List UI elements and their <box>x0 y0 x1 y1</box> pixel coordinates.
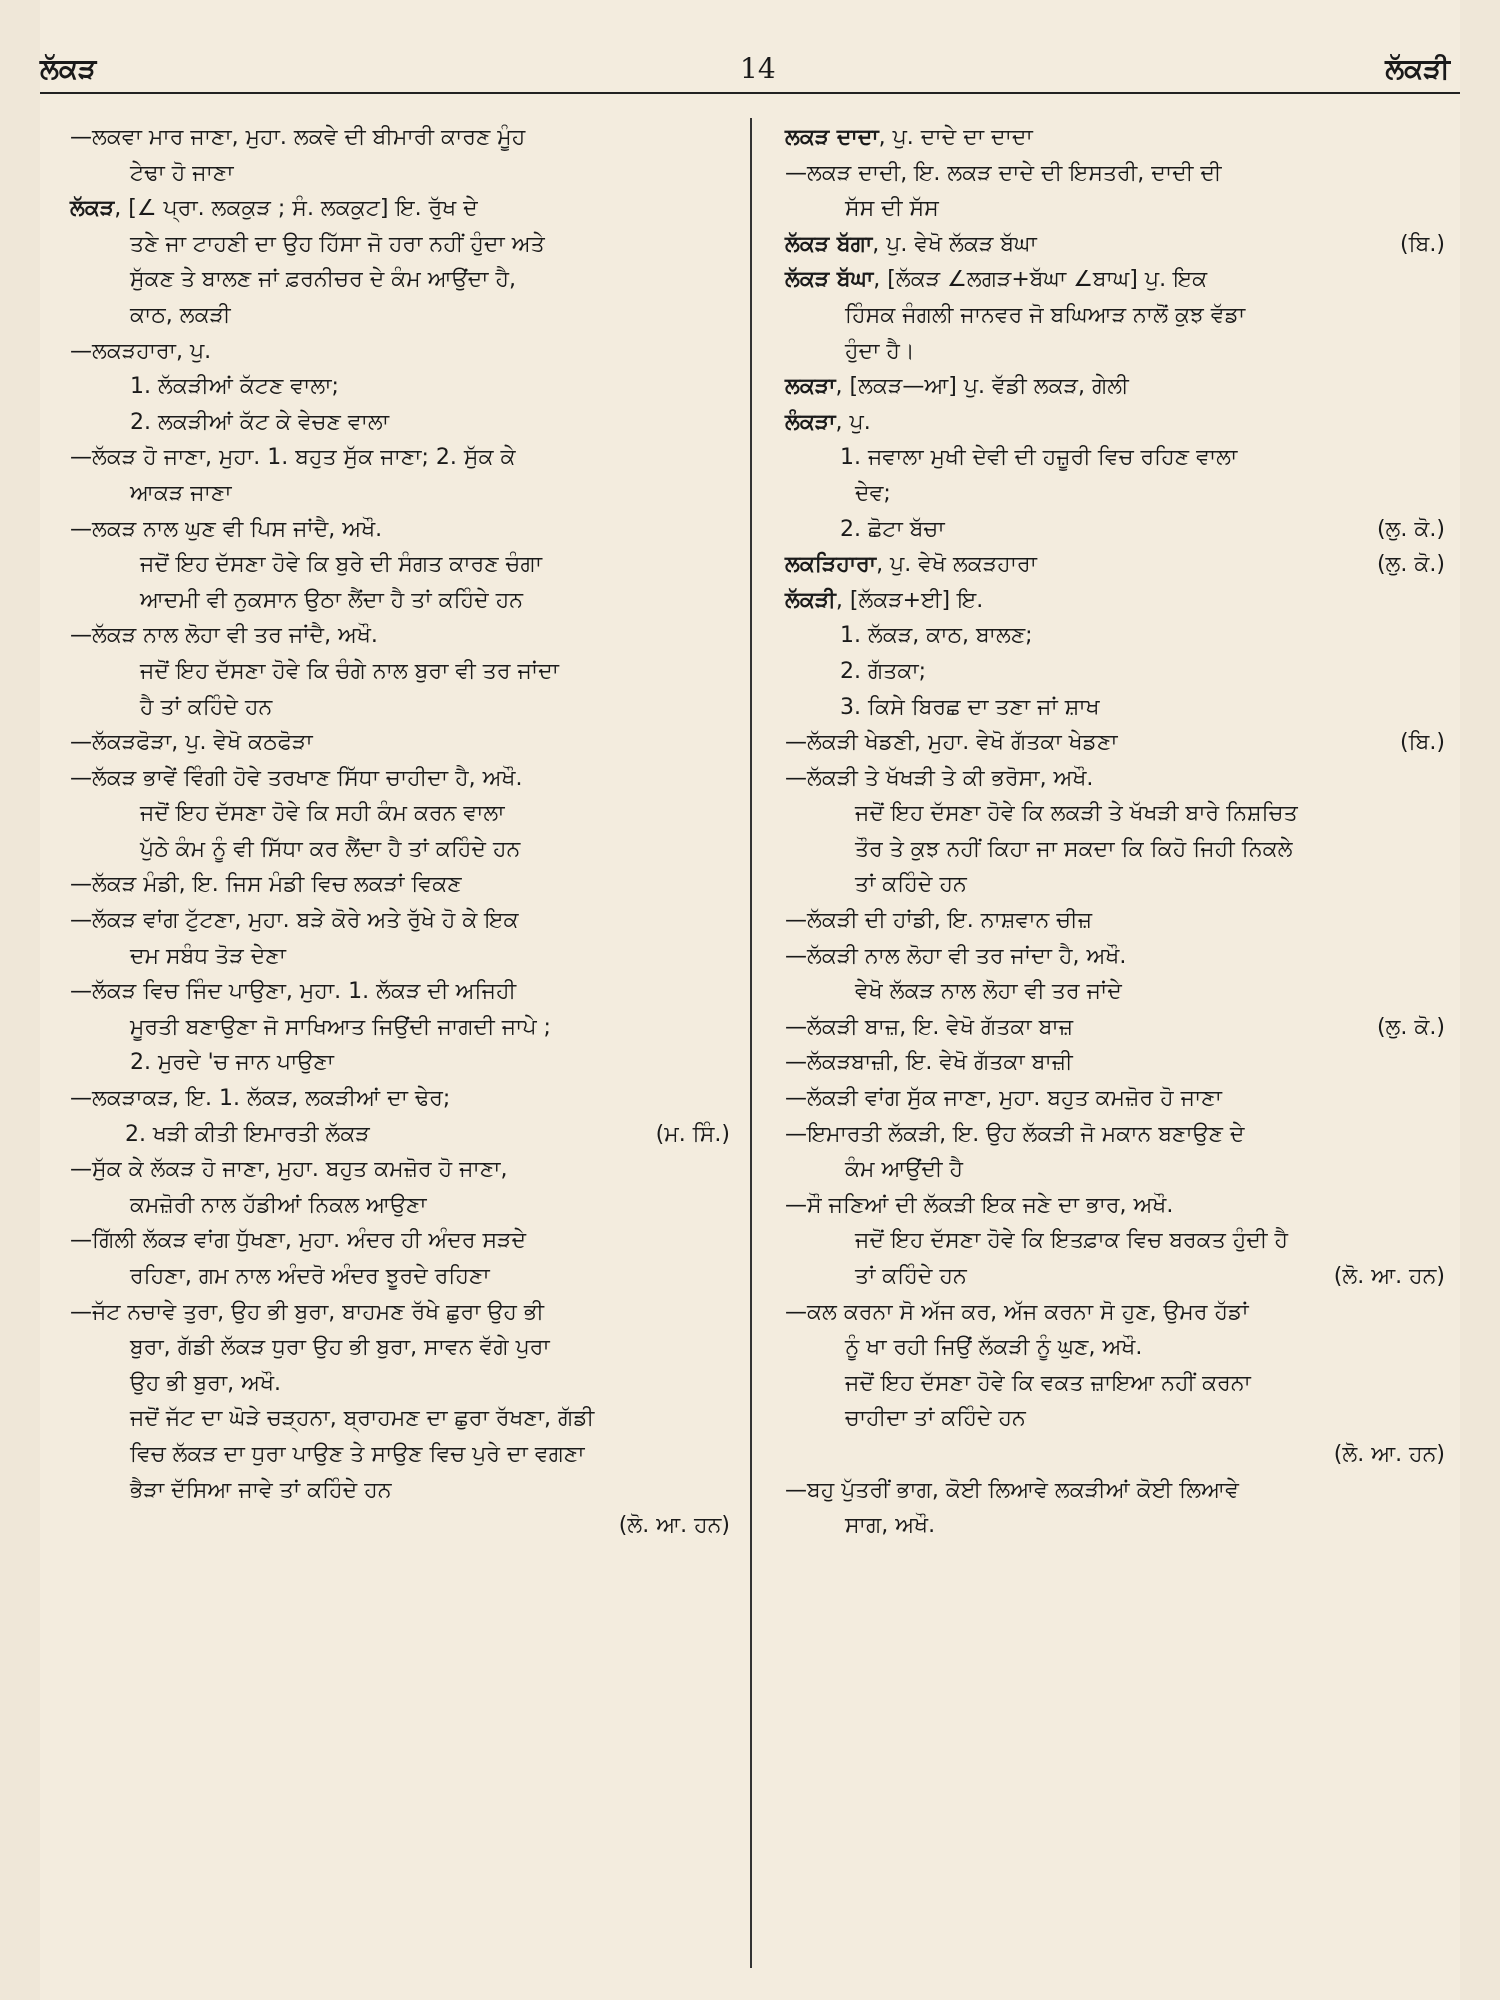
entry-line <box>785 1010 1445 1046</box>
entry-text: , [ਲੱਕੜ+ਈ] ਇ. <box>835 587 984 613</box>
entry-text: ਹੈ ਤਾਂ ਕਹਿੰਦੇ ਹਨ <box>140 694 273 720</box>
entry-line <box>785 476 1445 512</box>
entry-text: 2. ਖੜੀ ਕੀਤੀ ਇਮਾਰਤੀ ਲੱਕੜ <box>125 1121 370 1147</box>
left-column <box>70 120 730 1544</box>
header-rule <box>40 92 1460 94</box>
entry-text: , ਪੁ. ਵੇਖੋ ਲਕੜਹਾਰਾ <box>876 552 1037 578</box>
entry-text: —ਲੱਕੜ ਭਾਵੇਂ ਵਿੰਗੀ ਹੋਵੇ ਤਰਖਾਣ ਸਿੱਧਾ ਚਾਹੀਦਾ ਹੈ, ਅਖੌ. <box>70 765 523 791</box>
entry-line <box>785 618 1445 654</box>
entry-line <box>70 974 730 1010</box>
entry-text: —ਲੱਕੜਫੋੜਾ, ਪੁ. ਵੇਖੋ ਕਠਫੋੜਾ <box>70 730 313 756</box>
entry-line <box>785 1295 1445 1331</box>
entry-line <box>785 547 1445 583</box>
entry-text: ਮੂਰਤੀ ਬਣਾਉਣਾ ਜੋ ਸਾਖਿਆਤ ਜਿਉਂਦੀ ਜਾਗਦੀ ਜਾਪੇ ; <box>130 1014 551 1040</box>
entry-line <box>785 583 1445 619</box>
entry-line <box>70 191 730 227</box>
entry-line <box>70 1259 730 1295</box>
entry-line <box>785 796 1445 832</box>
entry-line <box>785 1366 1445 1402</box>
entry-line <box>70 1152 730 1188</box>
source-tag: (ਬਿ.) <box>1400 730 1445 756</box>
entry-text: —ਬਹੁ ਪੁੱਤਰੀਂ ਭਾਗ, ਕੋਈ ਲਿਆਵੇ ਲਕੜੀਆਂ ਕੋਈ ਲਿਆਵੇ <box>785 1477 1239 1503</box>
headword: ਲੱਕੜੀ <box>785 587 836 613</box>
entry-text: 1. ਲੱਕੜੀਆਂ ਕੱਟਣ ਵਾਲਾ; <box>130 374 339 400</box>
page-header <box>40 52 1460 92</box>
entry-line <box>70 156 730 192</box>
entry-line <box>785 1437 1445 1473</box>
entry-line <box>70 867 730 903</box>
entry-text: ਟੇਢਾ ਹੋ ਜਾਣਾ <box>130 160 234 186</box>
entry-text: ਸੱਸ ਦੀ ਸੱਸ <box>845 196 939 222</box>
source-tag: (ਲੋ. ਆ. ਹਨ) <box>1333 1264 1445 1289</box>
entry-text: —ਲੱਕੜੀ ਬਾਜ਼, ਇ. ਵੇਖੋ ਗੱਤਕਾ ਬਾਜ਼ <box>785 1014 1074 1040</box>
entry-line <box>70 618 730 654</box>
entry-line <box>70 1401 730 1437</box>
header-left-word: ਲੱਕੜ <box>40 52 97 85</box>
entry-text: ਤਣੇ ਜਾ ਟਾਹਣੀ ਦਾ ਉਹ ਹਿੱਸਾ ਜੋ ਹਰਾ ਨਹੀਂ ਹੁੰਦਾ ਅਤੇ <box>130 231 545 257</box>
entry-text: ਤਾਂ ਕਹਿੰਦੇ ਹਨ <box>855 1264 967 1289</box>
entry-text: —ਲਕੜਾਕੜ, ਇ. 1. ਲੱਕੜ, ਲਕੜੀਆਂ ਦਾ ਢੇਰ; <box>70 1086 451 1112</box>
entry-text: —ਕਲ ਕਰਨਾ ਸੋ ਅੱਜ ਕਰ, ਅੱਜ ਕਰਨਾ ਸੋ ਹੁਣ, ਉਮਰ ਹੱਡਾਂ <box>785 1299 1249 1325</box>
entry-line <box>70 1295 730 1331</box>
entry-text: 2. ਛੋਟਾ ਬੱਚਾ <box>840 516 945 542</box>
entry-text: ਆਕੜ ਜਾਣਾ <box>130 480 232 506</box>
entry-text: ਸੁੱਕਣ ਤੇ ਬਾਲਣ ਜਾਂ ਫ਼ਰਨੀਚਰ ਦੇ ਕੰਮ ਆਉਂਦਾ ਹੈ, <box>130 267 516 293</box>
entry-text: ਜਦੋਂ ਇਹ ਦੱਸਣਾ ਹੋਵੇ ਕਿ ਲਕੜੀ ਤੇ ਖੱਖੜੀ ਬਾਰੇ ਨਿਸ਼ਚਿਤ <box>855 801 1298 827</box>
entry-line <box>785 654 1445 690</box>
entry-line <box>70 725 730 761</box>
entry-line <box>70 796 730 832</box>
entry-line <box>785 974 1445 1010</box>
entry-line <box>70 1366 730 1402</box>
entry-text: ਹੁੰਦਾ ਹੈ। <box>845 338 915 364</box>
entry-line <box>70 405 730 441</box>
source-tag: (ਬਿ.) <box>1400 231 1445 257</box>
entry-line <box>70 440 730 476</box>
entry-line <box>785 1508 1445 1544</box>
entry-line <box>785 1473 1445 1509</box>
entry-text: ਨੂੰ ਖਾ ਰਹੀ ਜਿਉਂ ਲੱਕੜੀ ਨੂੰ ਘੁਣ, ਅਖੌ. <box>845 1335 1143 1361</box>
source-tag: (ਲੁ. ਕੋ.) <box>1376 516 1445 542</box>
headword: ਲਕੜਾ <box>785 374 836 400</box>
entry-text: —ਲੱਕੜੀ ਨਾਲ ਲੋਹਾ ਵੀ ਤਰ ਜਾਂਦਾ ਹੈ, ਅਖੌ. <box>785 943 1127 969</box>
entry-line <box>70 334 730 370</box>
entry-line <box>785 156 1445 192</box>
entry-text: —ਲੱਕੜੀ ਤੇ ਖੱਖੜੀ ਤੇ ਕੀ ਭਰੋਸਾ, ਅਖੌ. <box>785 765 1094 791</box>
entry-text: —ਲੱਕੜੀ ਵਾਂਗ ਸੁੱਕ ਜਾਣਾ, ਮੁਹਾ. ਬਹੁਤ ਕਮਜ਼ੋਰ ਹੋ ਜਾਣਾ <box>785 1086 1222 1112</box>
entry-line <box>70 690 730 726</box>
entry-line <box>785 939 1445 975</box>
entry-line <box>70 1117 730 1153</box>
entry-line <box>785 1152 1445 1188</box>
entry-line <box>785 1188 1445 1224</box>
entry-text: ਰਹਿਣਾ, ਗਮ ਨਾਲ ਅੰਦਰੋ ਅੰਦਰ ਝੂਰਦੇ ਰਹਿਣਾ <box>130 1264 490 1289</box>
entry-text: 1. ਜਵਾਲਾ ਮੁਖੀ ਦੇਵੀ ਦੀ ਹਜ਼ੂਰੀ ਵਿਚ ਰਹਿਣ ਵਾਲਾ <box>840 445 1238 471</box>
entry-text: 2. ਲਕੜੀਆਂ ਕੱਟ ਕੇ ਵੇਚਣ ਵਾਲਾ <box>130 409 390 435</box>
entry-line <box>785 1045 1445 1081</box>
entry-text: —ਸੁੱਕ ਕੇ ਲੱਕੜ ਹੋ ਜਾਣਾ, ਮੁਹਾ. ਬਹੁਤ ਕਮਜ਼ੋਰ ਹੋ ਜਾਣਾ, <box>70 1157 508 1183</box>
entry-text: ਕਾਠ, ਲਕੜੀ <box>130 302 231 328</box>
entry-line <box>70 547 730 583</box>
page-number: 14 <box>740 52 776 85</box>
entry-text: —ਸੌ ਜਣਿਆਂ ਦੀ ਲੱਕੜੀ ਇਕ ਜਣੇ ਦਾ ਭਾਰ, ਅਖੌ. <box>785 1192 1174 1218</box>
entry-line <box>785 334 1445 370</box>
entry-line <box>785 1259 1445 1295</box>
entry-text: ਬੁਰਾ, ਗੱਡੀ ਲੱਕੜ ਧੁਰਾ ਉਹ ਭੀ ਬੁਰਾ, ਸਾਵਨ ਵੱਗੇ ਪੁਰਾ <box>130 1335 550 1361</box>
header-right-word: ਲੱਕੜੀ <box>1385 52 1450 85</box>
entry-text: ਜਦੋਂ ਇਹ ਦੱਸਣਾ ਹੋਵੇ ਕਿ ਸਹੀ ਕੰਮ ਕਰਨ ਵਾਲਾ <box>140 801 505 827</box>
source-tag: (ਲੁ. ਕੋ.) <box>1376 1014 1445 1040</box>
entry-text: —ਲਕੜਹਾਰਾ, ਪੁ. <box>70 338 212 364</box>
entry-line <box>70 369 730 405</box>
entry-line <box>70 583 730 619</box>
entry-line <box>785 369 1445 405</box>
entry-text: —ਲੱਕੜ ਵਾਂਗ ਟੁੱਟਣਾ, ਮੁਹਾ. ਬੜੇ ਕੋਰੇ ਅਤੇ ਰੁੱਖੇ ਹੋ ਕੇ ਇਕ <box>70 908 519 934</box>
entry-line <box>70 1188 730 1224</box>
entry-text: , ਪੁ. <box>835 409 871 435</box>
entry-line <box>785 690 1445 726</box>
entry-text: —ਲੱਕੜ ਮੰਡੀ, ਇ. ਜਿਸ ਮੰਡੀ ਵਿਚ ਲਕੜਾਂ ਵਿਕਣ <box>70 872 462 898</box>
headword: ਲੱਕੜ ਬੱਗਾ <box>785 231 873 257</box>
entry-text: —ਗਿੱਲੀ ਲੱਕੜ ਵਾਂਗ ਧੁੱਖਣਾ, ਮੁਹਾ. ਅੰਦਰ ਹੀ ਅੰਦਰ ਸੜਦੇ <box>70 1228 527 1254</box>
entry-line <box>70 939 730 975</box>
headword: ਲਕੜ ਦਾਦਾ <box>785 125 879 150</box>
entry-text: ਉਹ ਭੀ ਬੁਰਾ, ਅਖੌ. <box>130 1370 282 1396</box>
entry-line <box>785 761 1445 797</box>
entry-line <box>70 1473 730 1509</box>
entry-text: ਜਦੋਂ ਇਹ ਦੱਸਣਾ ਹੋਵੇ ਕਿ ਬੁਰੇ ਦੀ ਸੰਗਤ ਕਾਰਣ ਚੰਗਾ <box>140 552 542 578</box>
source-tag: (ਲੁ. ਕੋ.) <box>1376 552 1445 578</box>
entry-text: —ਲੱਕੜੀ ਖੇਡਣੀ, ਮੁਹਾ. ਵੇਖੋ ਗੱਤਕਾ ਖੇਡਣਾ <box>785 730 1118 756</box>
entry-text: —ਲਕਵਾ ਮਾਰ ਜਾਣਾ, ਮੁਹਾ. ਲਕਵੇ ਦੀ ਬੀਮਾਰੀ ਕਾਰਣ ਮੂੰਹ <box>70 125 526 150</box>
entry-text: ਕਮਜ਼ੋਰੀ ਨਾਲ ਹੱਡੀਆਂ ਨਿਕਲ ਆਉਣਾ <box>130 1192 427 1218</box>
entry-text: ਜਦੋਂ ਇਹ ਦੱਸਣਾ ਹੋਵੇ ਕਿ ਵਕਤ ਜ਼ਾਇਆ ਨਹੀਂ ਕਰਨਾ <box>845 1370 1251 1396</box>
entry-line <box>70 298 730 334</box>
right-column <box>785 120 1445 1544</box>
entry-text: , [∠ ਪ੍ਰਾ. ਲਕਕੁੜ ; ਸੰ. ਲਕਕੁਟ] ਇ. ਰੁੱਖ ਦੇ <box>114 196 478 222</box>
entry-line <box>785 1117 1445 1153</box>
entry-line <box>70 1045 730 1081</box>
entry-line <box>70 903 730 939</box>
entry-line <box>785 867 1445 903</box>
entry-line <box>785 832 1445 868</box>
entry-text: , [ਲੱਕੜ ∠ਲਗੜ+ਬੱਘਾ ∠ਬਾਘ] ਪੁ. ਇਕ <box>873 267 1208 293</box>
entry-line <box>785 262 1445 298</box>
entry-line <box>70 120 730 156</box>
entry-text: 2. ਗੱਤਕਾ; <box>840 658 927 684</box>
entry-line <box>785 1401 1445 1437</box>
entry-text: 3. ਕਿਸੇ ਬਿਰਛ ਦਾ ਤਣਾ ਜਾਂ ਸ਼ਾਖ <box>840 694 1100 720</box>
entry-text: ਜਦੋਂ ਜੱਟ ਦਾ ਘੋੜੇ ਚੜ੍ਹਨਾ, ਬ੍ਰਾਹਮਣ ਦਾ ਛੁਰਾ ਰੱਖਣਾ, ਗੱਡੀ <box>130 1406 595 1432</box>
entry-line <box>785 120 1445 156</box>
entry-text: ਚਾਹੀਦਾ ਤਾਂ ਕਹਿੰਦੇ ਹਨ <box>845 1406 1026 1432</box>
entry-text: ਦਮ ਸਬੰਧ ਤੋੜ ਦੇਣਾ <box>130 943 286 969</box>
entry-line <box>785 1223 1445 1259</box>
column-divider <box>750 118 752 1968</box>
entry-line <box>785 440 1445 476</box>
headword: ਲੰਕੜਾ <box>785 409 836 435</box>
entry-text: ਸਾਗ, ਅਖੌ. <box>845 1513 936 1539</box>
entry-text: ਦੇਵ; <box>855 480 891 506</box>
headword: ਲੱਕੜ ਬੱਘਾ <box>785 267 874 293</box>
entry-text: —ਲਕੜ ਨਾਲ ਘੁਣ ਵੀ ਪਿਸ ਜਾਂਦੈ, ਅਖੌ. <box>70 516 383 542</box>
entry-line <box>785 227 1445 263</box>
entry-text: —ਲੱਕੜ ਨਾਲ ਲੋਹਾ ਵੀ ਤਰ ਜਾਂਦੈ, ਅਖੌ. <box>70 623 378 649</box>
entry-text: , ਪੁ. ਵੇਖੋ ਲੱਕੜ ਬੱਘਾ <box>872 231 1037 257</box>
entry-text: ਕੰਮ ਆਉਂਦੀ ਹੈ <box>845 1157 964 1183</box>
entry-line <box>785 1330 1445 1366</box>
entry-line <box>70 512 730 548</box>
entry-text: ਵੇਖੋ ਲੱਕੜ ਨਾਲ ਲੋਹਾ ਵੀ ਤਰ ਜਾਂਦੇ <box>855 979 1122 1005</box>
entry-text: ਵਿਚ ਲੱਕੜ ਦਾ ਧੁਰਾ ਪਾਉਣ ਤੇ ਸਾਉਣ ਵਿਚ ਪੁਰੇ ਦਾ ਵਗਣਾ <box>130 1441 585 1467</box>
entry-text: ਆਦਮੀ ਵੀ ਨੁਕਸਾਨ ਉਠਾ ਲੈਂਦਾ ਹੈ ਤਾਂ ਕਹਿੰਦੇ ਹਨ <box>140 587 523 613</box>
entry-line <box>785 512 1445 548</box>
entry-text: ਭੈੜਾ ਦੱਸਿਆ ਜਾਵੇ ਤਾਂ ਕਹਿੰਦੇ ਹਨ <box>130 1477 392 1503</box>
dictionary-page <box>40 0 1460 2000</box>
entry-text: ਜਦੋਂ ਇਹ ਦੱਸਣਾ ਹੋਵੇ ਕਿ ਚੰਗੇ ਨਾਲ ਬੁਰਾ ਵੀ ਤਰ ਜਾਂਦਾ <box>140 658 559 684</box>
entry-text: , ਪੁ. ਦਾਦੇ ਦਾ ਦਾਦਾ <box>878 125 1033 150</box>
entry-text: —ਲੱਕੜ ਹੋ ਜਾਣਾ, ਮੁਹਾ. 1. ਬਹੁਤ ਸੁੱਕ ਜਾਣਾ; 2. ਸੁੱਕ ਕੇ <box>70 445 516 471</box>
headword: ਲੱਕੜ <box>70 196 115 222</box>
entry-text: ਤੌਰ ਤੇ ਕੁਝ ਨਹੀਂ ਕਿਹਾ ਜਾ ਸਕਦਾ ਕਿ ਕਿਹੋ ਜਿਹੀ ਨਿਕਲੇ <box>855 836 1293 862</box>
source-tag: (ਲੋ. ਆ. ਹਨ) <box>1333 1441 1445 1467</box>
entry-line <box>785 405 1445 441</box>
entry-text: ਹਿੰਸਕ ਜੰਗਲੀ ਜਾਨਵਰ ਜੋ ਬਘਿਆੜ ਨਾਲੋਂ ਕੁਝ ਵੱਡਾ <box>845 302 1246 328</box>
entry-line <box>70 1010 730 1046</box>
entry-line <box>70 1437 730 1473</box>
entry-line <box>785 191 1445 227</box>
entry-line <box>70 262 730 298</box>
source-tag: (ਲੋ. ਆ. ਹਨ) <box>618 1513 730 1539</box>
entry-line <box>785 903 1445 939</box>
entry-line <box>785 298 1445 334</box>
entry-text: 2. ਮੁਰਦੇ 'ਚ ਜਾਨ ਪਾਉਣਾ <box>130 1050 334 1076</box>
entry-line <box>70 654 730 690</box>
entry-line <box>70 1508 730 1544</box>
headword: ਲਕੜਿਹਾਰਾ <box>785 552 877 578</box>
entry-line <box>70 761 730 797</box>
entry-line <box>70 832 730 868</box>
entry-text: —ਲੱਕੜਬਾਜ਼ੀ, ਇ. ਵੇਖੋ ਗੱਤਕਾ ਬਾਜ਼ੀ <box>785 1050 1073 1076</box>
entry-text: 1. ਲੱਕੜ, ਕਾਠ, ਬਾਲਣ; <box>840 623 1033 649</box>
entry-text: —ਲਕੜ ਦਾਦੀ, ਇ. ਲਕੜ ਦਾਦੇ ਦੀ ਇਸਤਰੀ, ਦਾਦੀ ਦੀ <box>785 160 1222 186</box>
entry-text: ਤਾਂ ਕਹਿੰਦੇ ਹਨ <box>855 872 967 898</box>
entry-line <box>70 227 730 263</box>
entry-line <box>70 476 730 512</box>
entry-text: , [ਲਕੜ—ਆ] ਪੁ. ਵੱਡੀ ਲਕੜ, ਗੇਲੀ <box>835 374 1129 400</box>
entry-line <box>70 1081 730 1117</box>
entry-line <box>70 1223 730 1259</box>
entry-text: ਜਦੋਂ ਇਹ ਦੱਸਣਾ ਹੋਵੇ ਕਿ ਇਤਫ਼ਾਕ ਵਿਚ ਬਰਕਤ ਹੁੰਦੀ ਹੈ <box>855 1228 1288 1254</box>
entry-line <box>785 725 1445 761</box>
entry-text: —ਲੱਕੜ ਵਿਚ ਜਿੰਦ ਪਾਉਣਾ, ਮੁਹਾ. 1. ਲੱਕੜ ਦੀ ਅਜਿਹੀ <box>70 979 517 1005</box>
entry-text: —ਜੱਟ ਨਚਾਵੇ ਤੁਰਾ, ਉਹ ਭੀ ਬੁਰਾ, ਬਾਹਮਣ ਰੱਖੇ ਛੁਰਾ ਉਹ ਭੀ <box>70 1299 545 1325</box>
entry-text: ਪੁੱਠੇ ਕੰਮ ਨੂੰ ਵੀ ਸਿੱਧਾ ਕਰ ਲੈਂਦਾ ਹੈ ਤਾਂ ਕਹਿੰਦੇ ਹਨ <box>140 836 521 862</box>
entry-line <box>785 1081 1445 1117</box>
entry-line <box>70 1330 730 1366</box>
entry-text: —ਇਮਾਰਤੀ ਲੱਕੜੀ, ਇ. ਉਹ ਲੱਕੜੀ ਜੋ ਮਕਾਨ ਬਣਾਉਣ ਦੇ <box>785 1121 1245 1147</box>
entry-text: —ਲੱਕੜੀ ਦੀ ਹਾਂਡੀ, ਇ. ਨਾਸ਼ਵਾਨ ਚੀਜ਼ <box>785 908 1093 934</box>
source-tag: (ਮ. ਸਿੰ.) <box>655 1121 730 1147</box>
